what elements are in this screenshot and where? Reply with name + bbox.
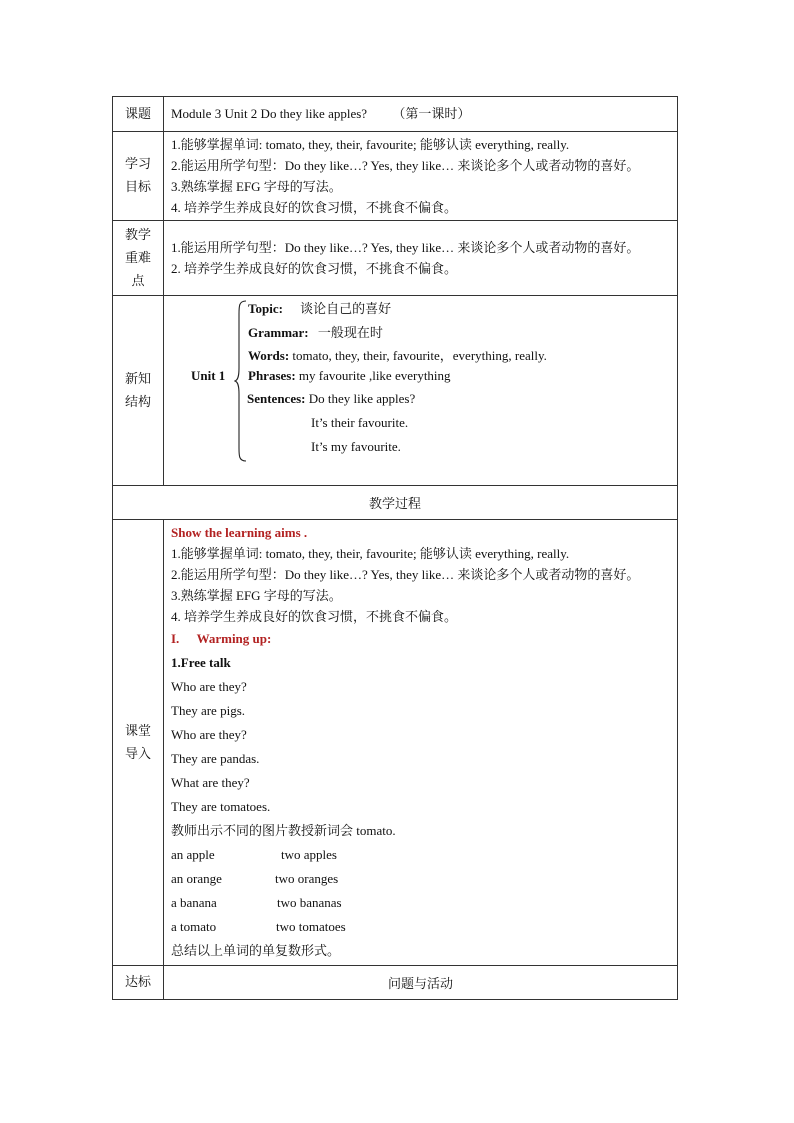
- structure-label-1: 新知: [124, 371, 151, 387]
- dialogue-line: They are pandas.: [171, 751, 260, 766]
- key-points-label-3: 点: [131, 273, 145, 289]
- dialogue-line: They are tomatoes.: [171, 799, 271, 814]
- warmup-title: Warming up:: [196, 631, 272, 646]
- process-heading-row: [113, 486, 678, 520]
- warmup-heading: [171, 627, 677, 651]
- lead-in-content: [164, 520, 678, 966]
- objective-line: 4. 培养学生养成良好的饮食习惯，不挑食不偏食。: [171, 200, 458, 215]
- objectives-row: [113, 132, 678, 221]
- summary-note: 总结以上单词的单复数形式。: [171, 943, 341, 958]
- topic-key: Topic:: [248, 301, 283, 316]
- dialogue-line: They are pigs.: [171, 703, 246, 718]
- key-points-list: [164, 221, 678, 296]
- aim-line: 3.熟练掌握 EFG 字母的写法。: [171, 588, 342, 603]
- key-points-label-2: 重难: [124, 250, 151, 266]
- lead-in-row: [113, 520, 678, 966]
- structure-row: [113, 296, 678, 486]
- assessment-heading: 问题与活动: [164, 966, 678, 1000]
- assessment-row: [113, 966, 678, 1000]
- aim-line: 4. 培养学生养成良好的饮食习惯，不挑食不偏食。: [171, 609, 458, 624]
- singular-form: a banana: [171, 895, 217, 910]
- grammar-value: 一般现在时: [317, 326, 383, 341]
- assessment-label: 达标: [113, 966, 164, 1000]
- key-point-line: 2. 培养学生养成良好的饮食习惯，不挑食不偏食。: [171, 261, 458, 276]
- curly-brace-icon: [234, 300, 248, 462]
- objective-line: 2.能运用所学句型：Do they like…? Yes, they like… 来谈论多个人或者动物的喜好。: [171, 158, 640, 173]
- sentences-key: Sentences:: [247, 391, 306, 406]
- grammar-key: Grammar:: [248, 325, 309, 340]
- free-talk-heading: 1.Free talk: [171, 655, 231, 670]
- sentence-line: It’s their favourite.: [311, 415, 409, 430]
- title-row: [113, 97, 678, 132]
- lesson-plan-table: [112, 96, 678, 1000]
- objective-line: 1.能够掌握单词: tomato, they, their, favourite; 能够认读 everything, really.: [171, 137, 570, 152]
- objectives-list: [164, 132, 678, 221]
- aim-line: 2.能运用所学句型：Do they like…? Yes, they like… 来谈论多个人或者动物的喜好。: [171, 567, 640, 582]
- dialogue-line: Who are they?: [171, 679, 247, 694]
- lead-in-label-2: 导入: [124, 746, 151, 762]
- singular-form: a tomato: [171, 919, 217, 934]
- lead-in-label-1: 课堂: [124, 723, 151, 739]
- key-points-row: [113, 221, 678, 296]
- module-title: Module 3 Unit 2 Do they like apples?: [171, 106, 368, 121]
- title-label: 课题: [113, 97, 164, 132]
- word-pair-row: [171, 891, 677, 915]
- key-point-line: 1.能运用所学句型：Do they like…? Yes, they like… 来谈论多个人或者动物的喜好。: [171, 240, 640, 255]
- sentence-line: Do they like apples?: [308, 391, 416, 406]
- dialogue-line: What are they?: [171, 775, 250, 790]
- words-key: Words:: [248, 348, 290, 363]
- phrases-key: Phrases:: [248, 368, 296, 383]
- words-value: tomato, they, their, favourite，everything, really.: [292, 348, 547, 363]
- singular-form: an apple: [171, 847, 215, 862]
- aims-heading: Show the learning aims .: [171, 525, 308, 540]
- knowledge-structure: [164, 296, 677, 482]
- word-pair-row: [171, 915, 677, 939]
- key-points-label-1: 教学: [124, 227, 151, 243]
- structure-label-2: 结构: [124, 394, 151, 410]
- unit-label: Unit 1: [191, 368, 226, 383]
- plural-form: two bananas: [277, 895, 342, 910]
- teacher-note: 教师出示不同的图片教授新词会 tomato.: [171, 823, 396, 838]
- aim-line: 1.能够掌握单词: tomato, they, their, favourite; 能够认读 everything, really.: [171, 546, 570, 561]
- objectives-label-1: 学习: [124, 157, 151, 172]
- phrases-value: my favourite ,like everything: [298, 368, 451, 383]
- lesson-plan-sheet: [112, 96, 678, 1000]
- objective-line: 3.熟练掌握 EFG 字母的写法。: [171, 179, 342, 194]
- plural-form: two apples: [281, 847, 337, 862]
- dialogue-line: Who are they?: [171, 727, 247, 742]
- lesson-number: （第一课时）: [392, 107, 471, 122]
- plural-form: two oranges: [275, 871, 339, 886]
- objectives-label-2: 目标: [124, 180, 151, 195]
- warmup-number: I.: [171, 631, 180, 646]
- word-pair-row: [171, 843, 677, 867]
- process-heading: 教学过程: [113, 486, 678, 520]
- plural-form: two tomatoes: [276, 919, 346, 934]
- word-pair-row: [171, 867, 677, 891]
- sentence-line: It’s my favourite.: [311, 439, 401, 454]
- topic-value: 谈论自己的喜好: [300, 302, 392, 317]
- singular-form: an orange: [171, 871, 222, 886]
